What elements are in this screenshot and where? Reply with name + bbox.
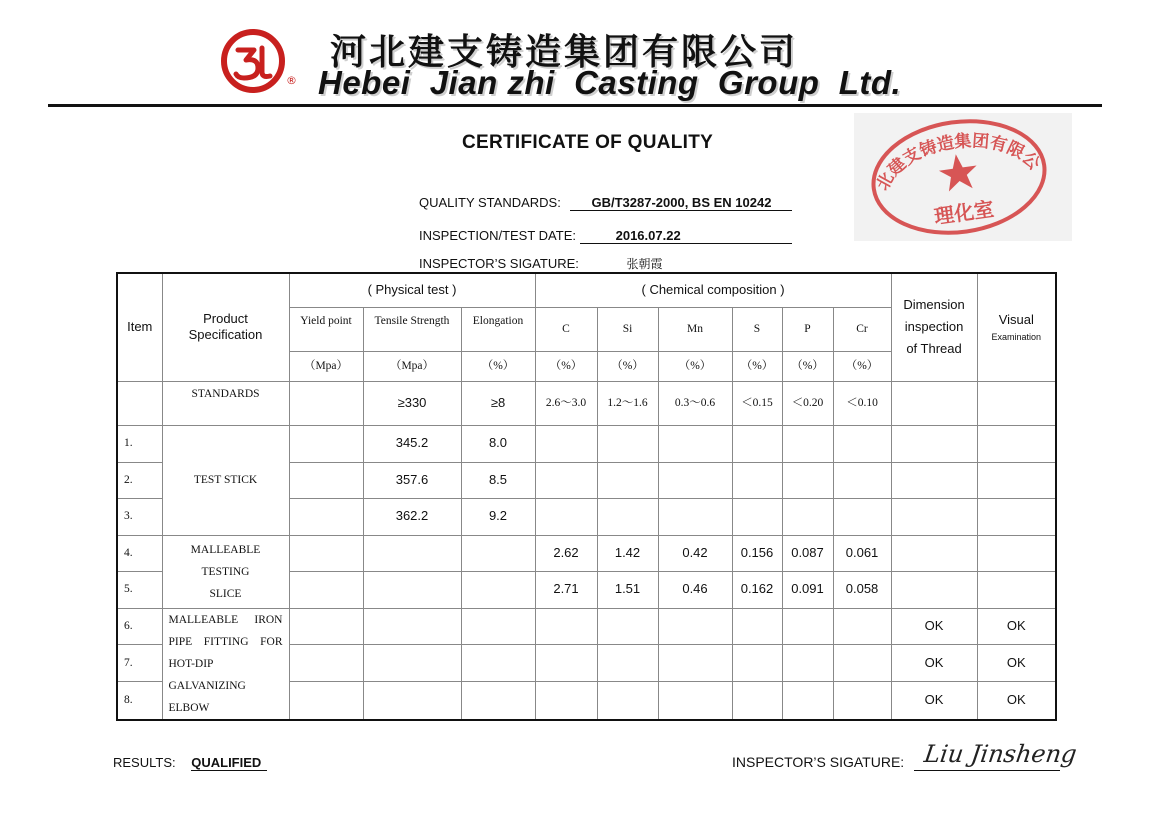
standards-mn: 0.3～0.6 <box>658 381 732 425</box>
row-visual: OK <box>977 682 1056 720</box>
inspector-line <box>419 255 789 273</box>
header-item: Item <box>117 273 162 381</box>
unit-mn: （%） <box>658 351 732 381</box>
table-row <box>117 535 1056 571</box>
standards-p: ＜0.20 <box>782 381 833 425</box>
row-cr: 0.061 <box>833 535 891 571</box>
certificate-title: CERTIFICATE OF QUALITY <box>462 132 714 153</box>
unit-tensile: （Mpa） <box>363 351 461 381</box>
registered-mark: ® <box>286 74 297 87</box>
header-visual-label: Visual <box>998 311 1034 327</box>
results-label: RESULTS: <box>113 755 176 770</box>
header-chemical-composition: ( Chemical composition ) <box>535 273 891 307</box>
row-mn: 0.46 <box>658 571 732 608</box>
company-logo-icon <box>220 28 286 94</box>
row-number: 8. <box>117 682 162 720</box>
header-tensile-strength: Tensile Strength <box>363 307 461 351</box>
row-dimension: OK <box>891 644 977 682</box>
unit-s: （%） <box>732 351 782 381</box>
header-p: P <box>782 307 833 351</box>
stamp-ring-text: 河北建支铸造集团有限公司 <box>872 131 1044 194</box>
row-p: 0.091 <box>782 571 833 608</box>
unit-cr: （%） <box>833 351 891 381</box>
unit-yield: （Mpa） <box>289 351 363 381</box>
row-dimension: OK <box>891 682 977 720</box>
inspector-value: 张朝霞 <box>583 255 789 273</box>
row-mn: 0.42 <box>658 535 732 571</box>
header-c: C <box>535 307 597 351</box>
handwritten-signature <box>922 728 1079 772</box>
group-malleable-slice: MALLEABLE TESTING SLICE <box>162 535 289 608</box>
svg-text:Liu Jinsheng: Liu Jinsheng <box>922 740 1079 768</box>
row-c: 2.62 <box>535 535 597 571</box>
row-s: 0.156 <box>732 535 782 571</box>
row-si: 1.51 <box>597 571 658 608</box>
table-row-standards <box>117 381 1056 425</box>
standards-label: STANDARDS <box>162 381 289 425</box>
header-elongation: Elongation <box>461 307 535 351</box>
company-name-english: Hebei Jian zhi Casting Group Ltd. <box>318 64 902 101</box>
test-date-value: 2016.07.22 <box>580 228 792 244</box>
unit-p: （%） <box>782 351 833 381</box>
row-number: 3. <box>117 498 162 535</box>
row-elongation: 8.5 <box>461 462 535 498</box>
header-si: Si <box>597 307 658 351</box>
official-seal-stamp <box>866 116 1052 238</box>
results-value: QUALIFIED <box>191 755 267 771</box>
footer-inspector-label: INSPECTOR’S SIGATURE: <box>732 754 905 770</box>
table-row <box>117 608 1056 644</box>
group-pipe-fitting: MALLEABLE IRON PIPE FITTING FOR HOT-DIP GALVANIZING ELBOW <box>162 608 289 720</box>
row-c: 2.71 <box>535 571 597 608</box>
header-mn: Mn <box>658 307 732 351</box>
unit-c: （%） <box>535 351 597 381</box>
row-elongation: 8.0 <box>461 425 535 462</box>
header-yield-point: Yield point <box>289 307 363 351</box>
standards-tensile: ≥330 <box>363 381 461 425</box>
row-tensile: 345.2 <box>363 425 461 462</box>
quality-standards-line <box>419 195 792 211</box>
row-number: 2. <box>117 462 162 498</box>
header-product-spec: Product Specification <box>162 273 289 381</box>
row-number: 6. <box>117 608 162 644</box>
results-line <box>113 755 267 771</box>
standards-si: 1.2～1.6 <box>597 381 658 425</box>
row-elongation: 9.2 <box>461 498 535 535</box>
standards-c: 2.6～3.0 <box>535 381 597 425</box>
row-number: 7. <box>117 644 162 682</box>
table-row <box>117 425 1056 462</box>
row-si: 1.42 <box>597 535 658 571</box>
row-tensile: 357.6 <box>363 462 461 498</box>
row-number: 1. <box>117 425 162 462</box>
header-divider <box>48 104 1102 107</box>
row-s: 0.162 <box>732 571 782 608</box>
group-test-stick: TEST STICK <box>162 425 289 535</box>
row-cr: 0.058 <box>833 571 891 608</box>
row-dimension: OK <box>891 608 977 644</box>
header-physical-test: ( Physical test ) <box>289 273 535 307</box>
row-number: 4. <box>117 535 162 571</box>
unit-si: （%） <box>597 351 658 381</box>
header-visual <box>977 273 1056 381</box>
quality-table <box>116 272 1057 721</box>
header-dimension: Dimension inspection of Thread <box>891 273 977 381</box>
inspector-label: INSPECTOR’S SIGATURE: <box>419 256 579 271</box>
row-number: 5. <box>117 571 162 608</box>
row-p: 0.087 <box>782 535 833 571</box>
test-date-label: INSPECTION/TEST DATE: <box>419 228 576 243</box>
row-visual: OK <box>977 644 1056 682</box>
standards-elongation: ≥8 <box>461 381 535 425</box>
standards-cr: ＜0.10 <box>833 381 891 425</box>
row-visual: OK <box>977 608 1056 644</box>
standards-s: ＜0.15 <box>732 381 782 425</box>
header-s: S <box>732 307 782 351</box>
test-date-line <box>419 228 792 244</box>
company-name-chinese: 河北建支铸造集团有限公司 <box>330 32 799 73</box>
unit-elongation: （%） <box>461 351 535 381</box>
quality-standards-value: GB/T3287-2000, BS EN 10242 <box>570 195 792 211</box>
header-visual-sub: Examination <box>991 331 1042 342</box>
header-cr: Cr <box>833 307 891 351</box>
stamp-center-text: 理化室 <box>932 196 996 229</box>
quality-standards-label: QUALITY STANDARDS: <box>419 195 561 210</box>
row-tensile: 362.2 <box>363 498 461 535</box>
